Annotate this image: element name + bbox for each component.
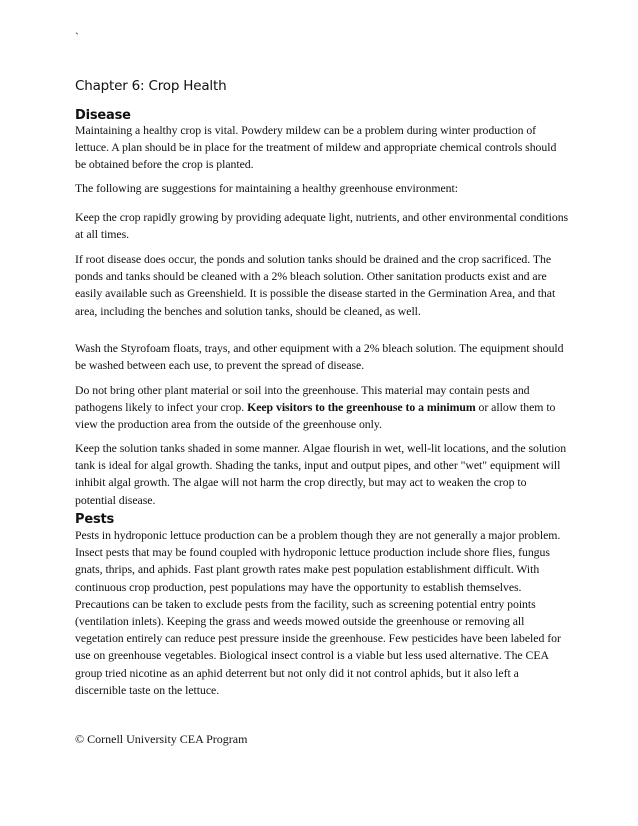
disease-paragraph-1: Maintaining a healthy crop is vital. Powdery mildew can be a problem during winter production of lettuce. A plan should be in place for the treatment of mildew and appropriate chemical controls should be obtained before the crop is planted. [75, 123, 557, 172]
visitors-emphasis: Keep visitors to the greenhouse to a minimum [247, 400, 476, 415]
chapter-title: Chapter 6: Crop Health [75, 78, 227, 94]
disease-paragraph-4: If root disease does occur, the ponds and solution tanks should be drained and the crop sacrificed. The ponds and tanks should be cleaned with a 2% bleach solution. Other sanitation products exist and are easily available such as Greenshield. It is possible the disease started in the Germination Area, and that area, including the benches and solution tanks, should be cleaned, as well. [75, 252, 556, 318]
disease-paragraph-3: Keep the crop rapidly growing by providing adequate light, nutrients, and other environmental conditions at all times. [75, 210, 569, 242]
disease-paragraph-7: Keep the solution tanks shaded in some manner. Algae flourish in wet, well-lit locations, and the solution tank is ideal for algal growth. Shading the tanks, input and output pipes, and other "wet" equipment will inhibit algal growth. The algae will not harm the crop directly, but may act to weaken the crop to potential disease. [75, 441, 567, 507]
disease-paragraph-6 [75, 382, 570, 434]
stray-tick-mark: ` [75, 30, 79, 44]
disease-paragraph-6-lead: Do not bring other plant material or soil into the greenhouse. This material may contain pests and pathogens likely to infect your crop. [75, 383, 530, 415]
disease-paragraph-6-tail: or allow them to view the production area from the outside of the greenhouse only. [75, 400, 556, 432]
pests-paragraph-1: Pests in hydroponic lettuce production can be a problem though they are not generally a major problem. Insect pests that may be found coupled with hydroponic lettuce production include shore flies, fungus gnats, thrips, and aphids. Fast plant growth rates make pest population establishment difficult. With continuous crop production, pest populations may have the opportunity to establish themselves. Precautions can be taken to exclude pests from the facility, such as screening potential entry points (ventilation inlets). Keeping the grass and weeds mowed outside the greenhouse or removing all vegetation entirely can reduce pest pressure inside the greenhouse. Few pesticides have been labeled for use on greenhouse vegetables. Biological insect control is a viable but less used alternative. The CEA group tried nicotine as an aphid deterrent but not only did it not control aphids, but it also left a discernible taste on the lettuce. [75, 528, 561, 697]
disease-heading: Disease [75, 108, 131, 123]
pests-heading: Pests [75, 512, 115, 527]
copyright-footer: © Cornell University CEA Program [75, 732, 248, 746]
disease-paragraph-5: Wash the Styrofoam floats, trays, and other equipment with a 2% bleach solution. The equipment should be washed between each use, to prevent the spread of disease. [75, 341, 564, 373]
disease-paragraph-2: The following are suggestions for maintaining a healthy greenhouse environment: [75, 181, 458, 195]
